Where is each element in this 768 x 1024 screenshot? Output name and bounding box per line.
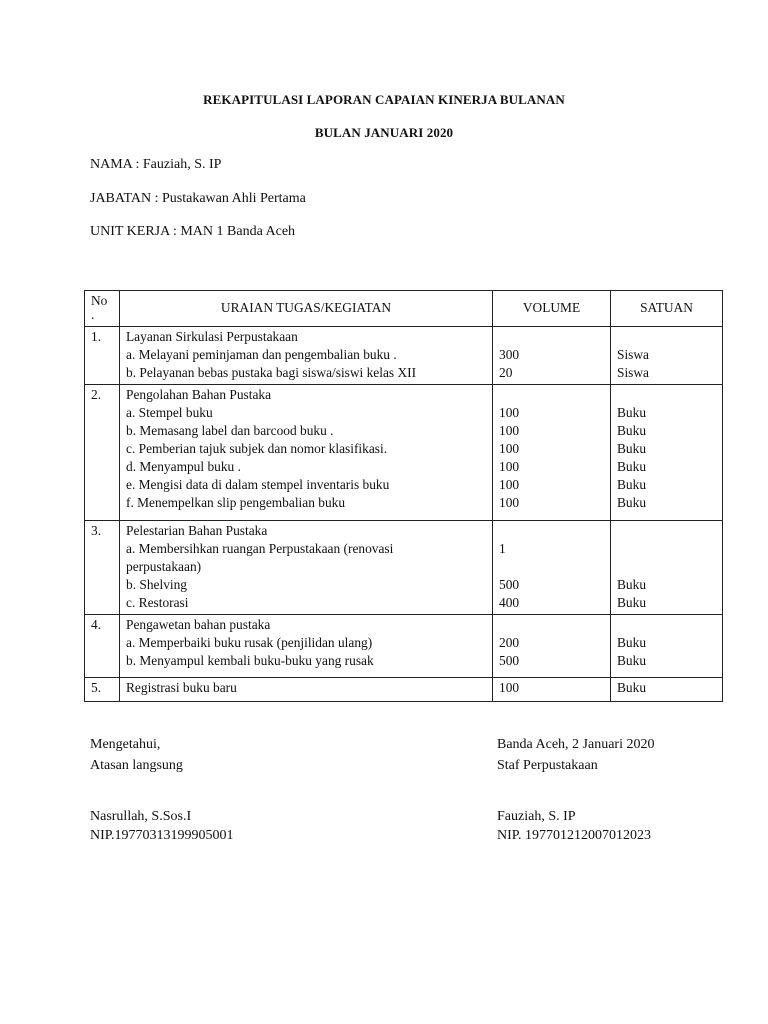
item-volume: 100 xyxy=(499,441,520,456)
row-uraian xyxy=(120,385,493,521)
item-volume: 400 xyxy=(499,595,520,610)
signature-left-nip: NIP.19770313199905001 xyxy=(90,828,234,843)
info-nama: NAMA : Fauziah, S. IP xyxy=(90,157,222,172)
item-text: c. Restorasi xyxy=(126,595,189,610)
table-header-row xyxy=(85,291,723,327)
row-satuan xyxy=(611,327,723,385)
table-row xyxy=(85,327,723,385)
item-text: a. Membersihkan ruangan Perpustakaan (renovasi xyxy=(126,541,394,556)
info-jabatan: JABATAN : Pustakawan Ahli Pertama xyxy=(90,191,306,206)
row-number: 2. xyxy=(85,385,120,521)
item-volume: 100 xyxy=(499,495,520,510)
header-volume: VOLUME xyxy=(493,291,611,327)
row-number: 5. xyxy=(85,678,120,702)
item-satuan: Buku xyxy=(617,423,647,438)
item-text: Registrasi buku baru xyxy=(126,680,237,695)
table-row xyxy=(85,521,723,615)
item-text: a. Memperbaiki buku rusak (penjilidan ulang) xyxy=(126,635,373,650)
item-volume: 100 xyxy=(499,423,520,438)
item-text: b. Menyampul kembali buku-buku yang rusak xyxy=(126,653,374,668)
item-text: a. Stempel buku xyxy=(126,405,213,420)
row-uraian xyxy=(120,327,493,385)
item-text: b. Memasang label dan barcood buku . xyxy=(126,423,334,438)
row-uraian xyxy=(120,521,493,615)
item-satuan: Buku xyxy=(617,441,647,456)
item-satuan: Buku xyxy=(617,477,647,492)
row-heading: Layanan Sirkulasi Perpustakaan xyxy=(126,329,298,344)
table-row xyxy=(85,385,723,521)
row-uraian xyxy=(120,615,493,678)
row-satuan xyxy=(611,521,723,615)
item-satuan: Buku xyxy=(617,595,647,610)
row-satuan xyxy=(611,615,723,678)
document-title: REKAPITULASI LAPORAN CAPAIAN KINERJA BULANAN xyxy=(203,92,565,107)
header-satuan: SATUAN xyxy=(611,291,723,327)
row-volume xyxy=(493,678,611,702)
item-text-continued: perpustakaan) xyxy=(126,559,202,574)
item-volume: 500 xyxy=(499,653,520,668)
header-uraian: URAIAN TUGAS/KEGIATAN xyxy=(120,291,493,327)
header-no: No . xyxy=(85,291,120,327)
item-text: d. Menyampul buku . xyxy=(126,459,241,474)
item-text: f. Menempelkan slip pengembalian buku xyxy=(126,495,346,510)
row-number: 4. xyxy=(85,615,120,678)
item-volume: 100 xyxy=(499,680,520,695)
item-text: e. Mengisi data di dalam stempel inventaris buku xyxy=(126,477,390,492)
item-satuan: Siswa xyxy=(617,347,649,362)
row-number: 1. xyxy=(85,327,120,385)
item-volume: 1 xyxy=(499,541,506,556)
item-volume: 100 xyxy=(499,405,520,420)
document-subtitle: BULAN JANUARI 2020 xyxy=(314,125,454,140)
row-volume xyxy=(493,615,611,678)
item-volume: 500 xyxy=(499,577,520,592)
item-volume: 100 xyxy=(499,477,520,492)
activity-table xyxy=(84,290,723,702)
row-satuan xyxy=(611,678,723,702)
item-satuan: Buku xyxy=(617,459,647,474)
signature-right-line2: Staf Perpustakaan xyxy=(497,758,598,773)
signature-left-line2: Atasan langsung xyxy=(90,758,183,773)
row-heading: Pengolahan Bahan Pustaka xyxy=(126,387,272,402)
info-unit-kerja: UNIT KERJA : MAN 1 Banda Aceh xyxy=(90,224,296,239)
row-volume xyxy=(493,385,611,521)
item-volume: 100 xyxy=(499,459,520,474)
item-satuan: Buku xyxy=(617,495,647,510)
item-text: a. Melayani peminjaman dan pengembalian buku . xyxy=(126,347,397,362)
item-text: b. Pelayanan bebas pustaka bagi siswa/siswi kelas XII xyxy=(126,365,417,380)
row-volume xyxy=(493,521,611,615)
row-volume xyxy=(493,327,611,385)
signature-right-name: Fauziah, S. IP xyxy=(497,809,576,824)
row-satuan xyxy=(611,385,723,521)
table-row xyxy=(85,678,723,702)
item-text: b. Shelving xyxy=(126,577,188,592)
signature-right-line1: Banda Aceh, 2 Januari 2020 xyxy=(497,737,655,752)
signature-left-line1: Mengetahui, xyxy=(90,737,161,752)
item-volume: 300 xyxy=(499,347,520,362)
row-uraian xyxy=(120,678,493,702)
item-volume: 200 xyxy=(499,635,520,650)
item-satuan: Buku xyxy=(617,635,647,650)
item-satuan: Buku xyxy=(617,653,647,668)
item-volume: 20 xyxy=(499,365,513,380)
item-satuan: Buku xyxy=(617,680,647,695)
row-heading: Pelestarian Bahan Pustaka xyxy=(126,523,268,538)
item-satuan: Buku xyxy=(617,405,647,420)
item-text: c. Pemberian tajuk subjek dan nomor klasifikasi. xyxy=(126,441,388,456)
signature-left-name: Nasrullah, S.Sos.I xyxy=(90,809,192,824)
table-row xyxy=(85,615,723,678)
item-satuan: Siswa xyxy=(617,365,649,380)
row-number: 3. xyxy=(85,521,120,615)
item-satuan: Buku xyxy=(617,577,647,592)
row-heading: Pengawetan bahan pustaka xyxy=(126,617,271,632)
signature-right-nip: NIP. 197701212007012023 xyxy=(497,828,652,843)
